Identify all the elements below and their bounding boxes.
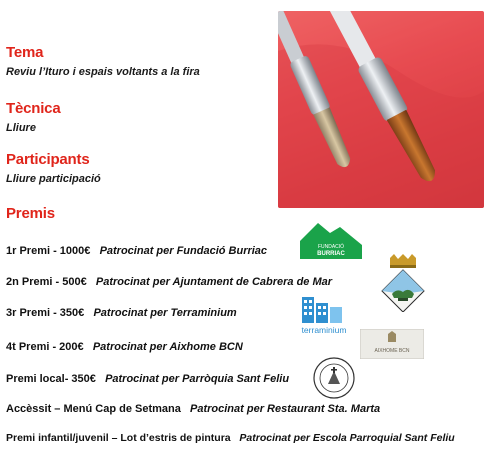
prize-sponsor: Patrocinat per Fundació Burriac [99,245,268,257]
prize-sponsor: Patrocinat per Escola Parroquial Sant Feliu [239,432,455,444]
terraminium-logo [296,295,352,337]
premis-heading: Premis [6,205,55,222]
prize-row-1 [6,245,267,257]
prize-sponsor: Patrocinat per Parròquia Sant Feliu [105,373,290,385]
participants-text: Lliure participació [6,173,101,185]
prize-sponsor: Patrocinat per Aixhome BCN [92,341,243,353]
prize-row-4 [6,341,243,353]
tecnica-heading: Tècnica [6,100,61,117]
coat-of-arms-icon [380,254,426,312]
prize-sponsor: Patrocinat per Ajuntament de Cabrera de Mar [95,276,333,288]
prize-row-7 [6,432,455,444]
burriac-mountain-icon [300,219,362,259]
parish-seal-icon [313,357,355,399]
fundacio-burriac-logo [300,219,362,259]
burriac-logo-line1: FUNDACIÓ [317,244,345,250]
participants-heading: Participants [6,151,90,168]
prize-label: 4t Premi - 200€ [6,341,84,353]
prize-label: 2n Premi - 500€ [6,276,87,288]
tecnica-text: Lliure [6,122,36,134]
prize-label: 1r Premi - 1000€ [6,245,91,257]
aixhome-logo-mark [360,329,424,359]
prize-label: Accèssit – Menú Cap de Setmana [6,403,181,415]
cabrera-de-mar-coat-of-arms [380,254,426,312]
prize-row-2 [6,276,332,288]
prize-label: Premi infantil/juvenil – Lot d’estris de pintura [6,432,231,444]
prize-label: Premi local- 350€ [6,373,96,385]
paintbrush-illustration [278,11,484,208]
terraminium-logo-text: terraminium [301,325,347,335]
prize-row-6 [6,403,380,415]
paintbrush-photo [278,11,484,208]
tema-text: Reviu l’Ituro i espais voltants a la fira [6,66,200,78]
tema-heading: Tema [6,44,44,61]
aixhome-logo-text: AIXHOME BCN [374,348,410,354]
parroquia-sant-feliu-seal [313,357,355,399]
prize-row-5 [6,373,289,385]
prize-label: 3r Premi - 350€ [6,307,85,319]
aixhome-bcn-logo [360,329,424,359]
burriac-logo-line2: BURRIAC [317,251,345,257]
prize-sponsor: Patrocinat per Terraminium [93,307,237,319]
prize-sponsor: Patrocinat per Restaurant Sta. Marta [190,403,381,415]
terraminium-buildings-icon [296,295,352,337]
prize-row-3 [6,307,237,319]
